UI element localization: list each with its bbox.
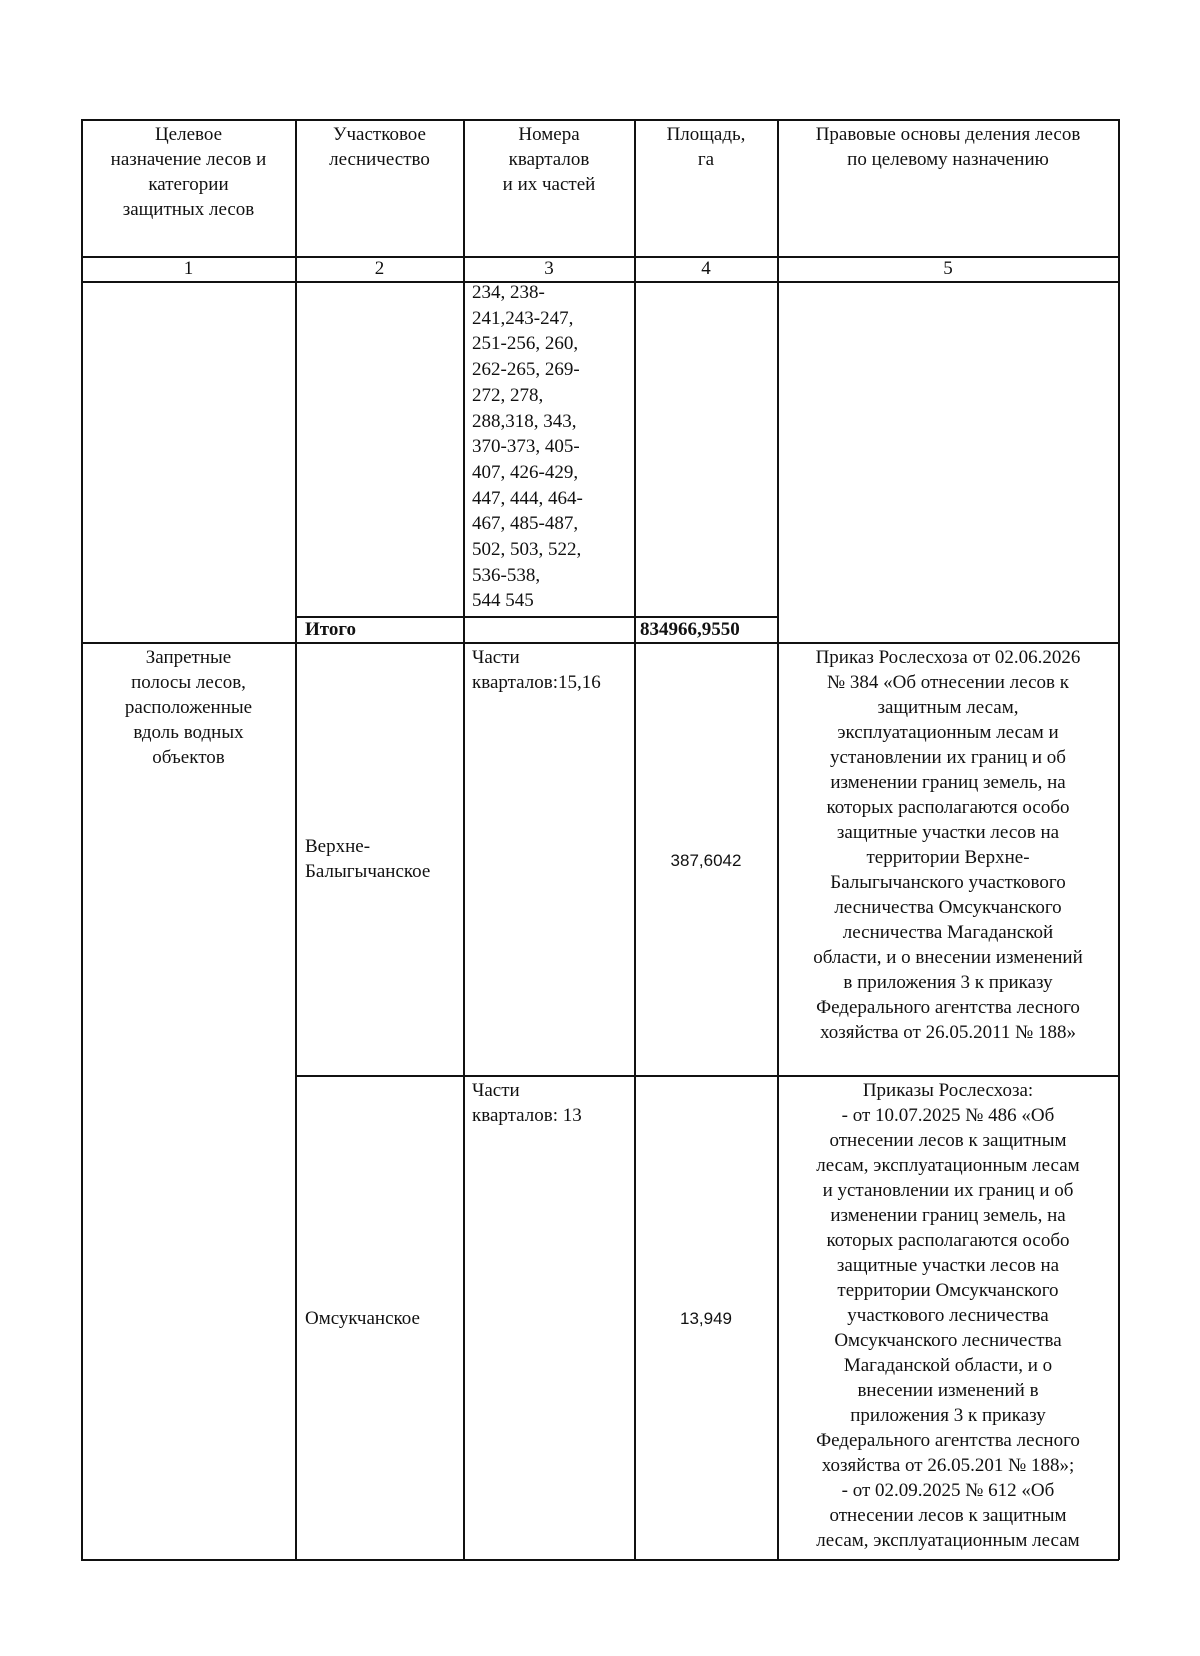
grid-line <box>295 1075 1119 1077</box>
column-number: 2 <box>374 258 385 279</box>
quarters-parts: Части кварталов:15,16 <box>472 647 601 693</box>
area-value: 13,949 <box>680 1309 732 1328</box>
column-number: 1 <box>183 258 194 279</box>
header-area: Площадь, га <box>666 124 746 170</box>
header-quarter-numbers: Номера кварталов и их частей <box>502 124 596 195</box>
area-value: 387,6042 <box>670 851 742 870</box>
continuation-quarters: 234, 238- 241,243-247, 251-256, 260, 262-265, 269- 272, 278, 288,318, 343, 370-373, 405- 407, 426-429, 447, 444, 464- 467, 485-487, 502, 503, 522, 536-538, 544 545 <box>472 282 583 612</box>
forestry-name: Омсукчанское <box>305 1308 420 1329</box>
header-forestry: Участковое лесничество <box>329 124 430 170</box>
total-label: Итого <box>305 619 357 640</box>
column-number: 5 <box>943 258 953 279</box>
header-target-purpose: Целевое назначение лесов и категории защитных лесов <box>110 124 267 220</box>
forestry-name: Верхне- Балыгычанское <box>305 836 431 882</box>
column-number: 3 <box>544 258 554 279</box>
legal-basis-text: Приказы Рослесхоза: - от 10.07.2025 № 486 «Об отнесении лесов к защитным лесам, эксплуатационным лесам и установлении их границ и об изменении границ земель, на которых располагаются особо защитные участки лесов на территории Омсукчанского участкового лесничества Омсукчанского лесничества Магаданской области, и о внесении изменений в приложения 3 к приказу Федерального агентства лесного хозяйства от 26.05.201 № 188»; - от 02.09.2025 № 612 «Об отнесении лесов к защитным лесам, эксплуатационным лесам <box>816 1080 1080 1551</box>
grid-line <box>81 119 1119 121</box>
legal-basis-text: Приказ Рослесхоза от 02.06.2026 № 384 «Об отнесении лесов к защитным лесам, эксплуатационным лесам и установлении их границ и об изменении границ земель, на которых располагаются особо защитные участки лесов на территории Верхне- Балыгычанского участкового лесничества Омсукчанского лесничества Магаданской области, и о внесении изменений в приложения 3 к приказу Федерального агентства лесного хозяйства от 26.05.2011 № 188» <box>813 647 1083 1043</box>
grid-line <box>463 119 465 1560</box>
quarters-parts: Части кварталов: 13 <box>472 1080 582 1126</box>
grid-line <box>1118 119 1120 1560</box>
grid-line <box>81 1559 1119 1561</box>
grid-line <box>634 119 636 1560</box>
grid-line <box>295 119 297 1560</box>
total-area: 834966,9550 <box>640 619 740 640</box>
header-legal-basis: Правовые основы деления лесов по целевому назначению <box>815 124 1081 170</box>
grid-line <box>81 642 1119 644</box>
grid-line <box>81 119 83 1560</box>
column-number: 4 <box>701 258 711 279</box>
category-name: Запретные полосы лесов, расположенные вдоль водных объектов <box>124 647 253 768</box>
